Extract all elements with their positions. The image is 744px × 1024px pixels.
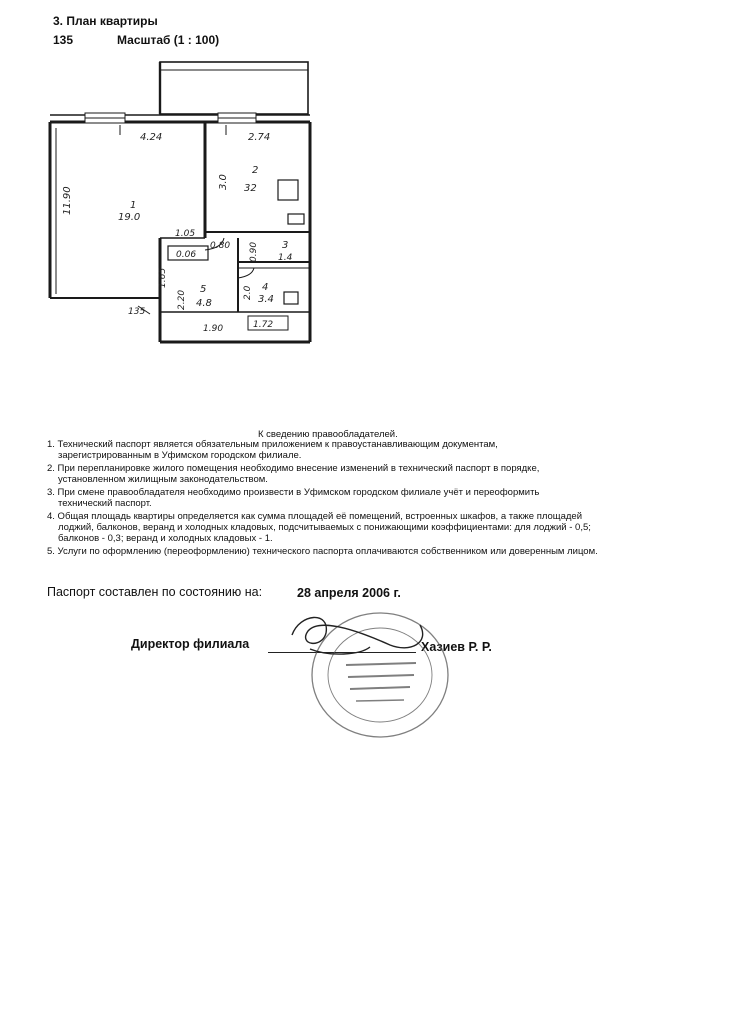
notice-line: 4. Общая площадь квартиры определяется как сумма площадей её помещений, встроенных шкафов, а также площадей: [47, 511, 583, 522]
section-title: 3. План квартиры: [53, 14, 158, 28]
page-number: 135: [53, 33, 74, 47]
room1-area: 19.0: [118, 212, 141, 223]
notice-line: 5. Услуги по оформлению (переоформлению) технического паспорта оплачиваются собственником или доверенным лицом.: [47, 546, 598, 557]
dim-left: 11.90: [62, 186, 73, 215]
sink-icon: [288, 214, 304, 224]
passport-state-label: Паспорт составлен по состоянию на:: [47, 585, 263, 599]
notice-title: К сведению правообладателей.: [258, 429, 398, 440]
dim-135: 135: [128, 307, 146, 317]
dim-006: 0.06: [176, 250, 197, 260]
dim-105: 1.05: [175, 229, 196, 239]
room4-number: 4: [262, 282, 269, 293]
stamp-seal: [270, 605, 470, 745]
room5-area: 4.8: [196, 298, 212, 309]
passport-date: 28 апреля 2006 г.: [297, 586, 401, 600]
notice-line: 2. При перепланировке жилого помещения необходимо внесение изменений в технический паспорт в порядке,: [47, 463, 540, 474]
notice-line: зарегистрированным в Уфимском городском филиале.: [58, 450, 302, 461]
signature-scribble: [292, 617, 423, 654]
room3-number: 3: [282, 240, 289, 251]
toilet-icon: [284, 292, 298, 304]
notice-line: технический паспорт.: [58, 498, 152, 509]
room5-number: 5: [200, 284, 207, 295]
room2-number: 2: [252, 165, 259, 176]
room4-area: 3.4: [258, 294, 274, 305]
dim-room2-height: 3.0: [218, 174, 229, 190]
room3-area: 1.4: [278, 253, 293, 263]
dim-172: 1.72: [253, 320, 274, 330]
dim-080: 0.80: [210, 241, 231, 251]
dim-20: 2.0: [243, 285, 253, 300]
dim-190: 1.90: [203, 324, 224, 334]
notice-line: балконов - 0,3; веранд и холодных кладовых - 1.: [58, 533, 273, 544]
dim-165: 1.65: [158, 267, 168, 288]
dim-top-left: 4.24: [140, 132, 163, 143]
stove-icon: [278, 180, 298, 200]
dim-090: 0.90: [249, 241, 259, 262]
director-name: Хазиев Р. Р.: [421, 640, 492, 654]
room1-number: 1: [130, 200, 137, 211]
notice-line: 1. Технический паспорт является обязательным приложением к правоустанавливающим документам,: [47, 439, 498, 450]
notice-line: установленном жилищным законодательством.: [58, 474, 268, 485]
dim-top-right: 2.74: [248, 132, 271, 143]
dim-220: 2.20: [177, 289, 187, 310]
notice-line: лоджий, балконов, веранд и холодных кладовых, подсчитываемых с понижающими коэффициентами: для лоджий - 0,5;: [58, 522, 591, 533]
room2-area: 32: [244, 183, 257, 194]
notice-line: 3. При смене правообладателя необходимо произвести в Уфимском городском филиале учёт и переоформить: [47, 487, 540, 498]
floor-plan: [0, 0, 744, 360]
scale-label: Масштаб (1 : 100): [117, 33, 220, 47]
director-label: Директор филиала: [131, 637, 250, 651]
